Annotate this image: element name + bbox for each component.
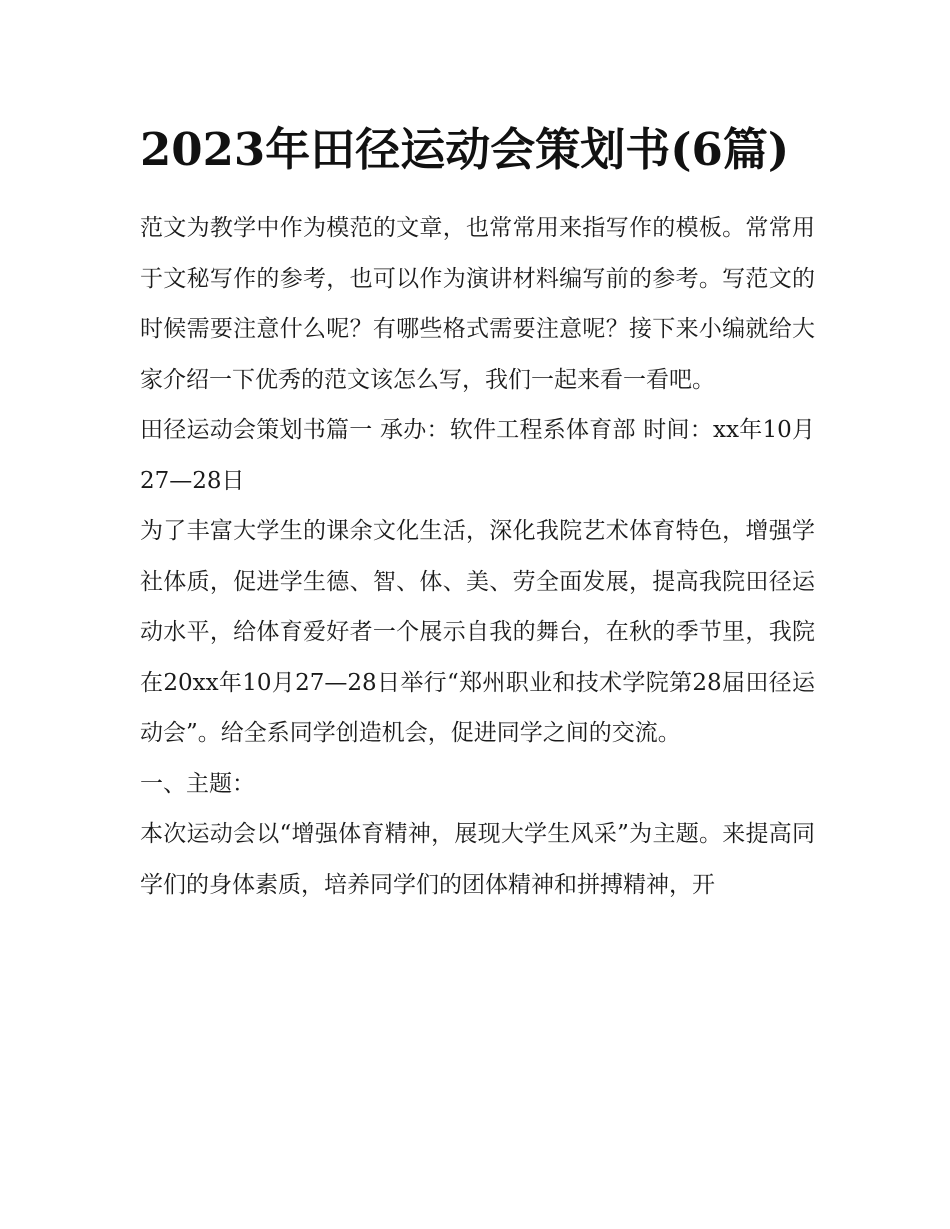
intro-paragraph: 范文为教学中作为模范的文章，也常常用来指写作的模板。常常用于文秘写作的参考，也可以作为演讲材料编写前的参考。写范文的时候需要注意什么呢？有哪些格式需要注意呢？接下来小编就给大家介绍一下优秀的范文该怎么写，我们一起来看一看吧。 — [140, 215, 815, 393]
theme-heading: 一、主题： — [140, 770, 255, 797]
document-body — [140, 118, 815, 910]
document-title: 2023年田径运动会策划书(6篇) — [140, 123, 790, 176]
section-header-info: 田径运动会策划书篇一 承办：软件工程系体育部 时间：xx年10月27—28日 — [140, 417, 815, 494]
theme-paragraph: 本次运动会以“增强体育精神，展现大学生风采”为主题。来提高同学们的身体素质，培养同学们的团体精神和拼搏精神，开 — [140, 821, 815, 898]
purpose-paragraph: 为了丰富大学生的课余文化生活，深化我院艺术体育特色，增强学社体质，促进学生德、智、体、美、劳全面发展，提高我院田径运动水平，给体育爱好者一个展示自我的舞台，在秋的季节里，我院在20xx年10月27—28日举行“郑州职业和技术学院第28届田径运动会”。给全系同学创造机会，促进同学之间的交流。 — [140, 518, 815, 746]
